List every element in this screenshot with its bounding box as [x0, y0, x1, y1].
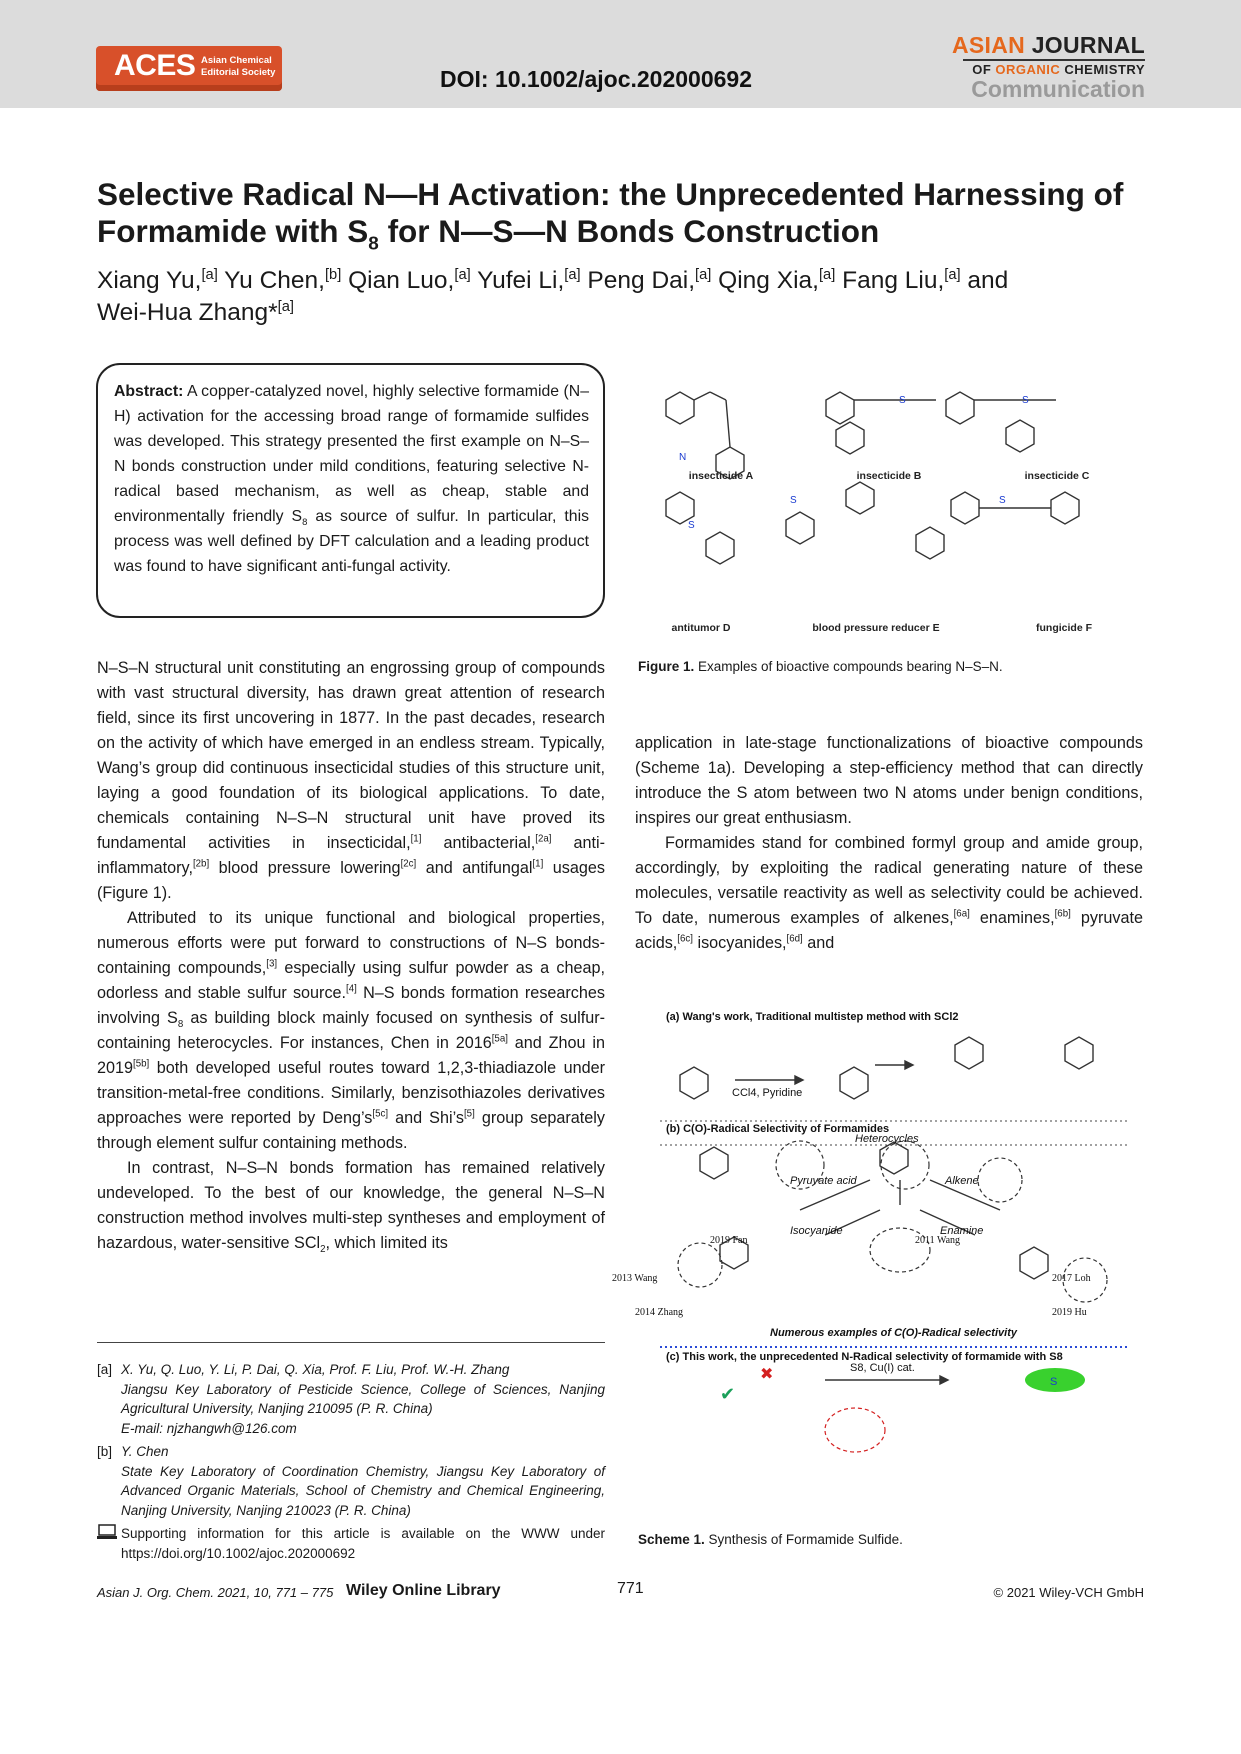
ref-2019-hu: 2019 Hu [1052, 1307, 1087, 1318]
figure-1-structures [636, 360, 1142, 640]
abstract-label: Abstract: [114, 383, 184, 400]
authors-line-2: Wei-Hua Zhang*[a] [97, 298, 295, 326]
aces-logo-subtitle: Asian Chemical Editorial Society [201, 55, 276, 78]
body-column-2 [635, 731, 1143, 956]
author-list [97, 265, 1157, 329]
label-insecticide-c: insecticide C [1024, 470, 1090, 482]
paragraph-5: Formamides stand for combined formyl group and amide group, accordingly, by exploiting the radical generating nature of these molecules, versatile reactivity as well as selectivity could be achieved. To date, numerous examples of alkenes,[6a] enamines,[6b] pyruvate acids,[6c] isocyanides,[6d] and [635, 834, 1144, 952]
footnote-b-names: Y. Chen [121, 1444, 169, 1459]
scheme-part-c-label: (c) This work, the unprecedented N-Radical selectivity of formamide with S8 [666, 1351, 1063, 1363]
footer-copyright: © 2021 Wiley-VCH GmbH [993, 1585, 1144, 1600]
svg-text:S: S [999, 495, 1006, 506]
aces-logo [96, 46, 282, 91]
footnote-rule [97, 1342, 605, 1343]
doi[interactable]: DOI: 10.1002/ajoc.202000692 [440, 66, 753, 92]
label-insecticide-b: insecticide B [856, 470, 922, 482]
ref-2019-fan: 2019 Fan [710, 1235, 748, 1246]
footnotes [97, 1360, 605, 1567]
ref-2017-loh: 2017 Loh [1052, 1273, 1091, 1284]
journal-title-of: OF [972, 62, 996, 77]
svg-text:N: N [679, 452, 687, 463]
scheme-1 [612, 1005, 1130, 1495]
authors-line-1: Xiang Yu,[a] Yu Chen,[b] Qian Luo,[a] Yufei Li,[a] Peng Dai,[a] Qing Xia,[a] Fang Liu,[a] and [97, 266, 1009, 294]
scheme-center-caption: Numerous examples of C(O)-Radical selectivity [770, 1327, 1017, 1339]
abstract-box [96, 363, 605, 618]
footnote-b: [b] Y. Chen State Key Laboratory of Coordination Chemistry, Jiangsu Key Laboratory of Advanced Organic Materials, School of Chemistry and Chemical Engineering, Nanjing University, Nanjing 210023 (P. R. China) [97, 1442, 605, 1520]
svg-text:✔: ✔ [720, 1384, 736, 1404]
article-title [97, 176, 1157, 255]
journal-title-organic: ORGANIC [995, 62, 1061, 77]
figure-1 [636, 360, 1142, 640]
footnote-b-affiliation: State Key Laboratory of Coordination Chemistry, Jiangsu Key Laboratory of Advanced Organic Materials, School of Chemistry and Chemical Engineering, Nanjing University, Nanjing 210023 (P. R. China) [121, 1463, 605, 1518]
label-antitumor-d: antitumor D [671, 622, 731, 634]
body-column-1 [97, 656, 605, 1256]
footnote-a-names: X. Yu, Q. Luo, Y. Li, P. Dai, Q. Xia, Prof. F. Liu, Prof. W.-H. Zhang [121, 1362, 510, 1377]
label-insecticide-a: insecticide A [688, 470, 754, 482]
footnote-a: [a] X. Yu, Q. Luo, Y. Li, P. Dai, Q. Xia, Prof. F. Liu, Prof. W.-H. Zhang Jiangsu Key Laboratory of Pesticide Science, College of Sciences, Nanjing Agricultural University, Nanjing 210095 (P. R. China) E-mail: njzhangwh@126.com [97, 1360, 605, 1438]
spoke-isocyanide: Isocyanide [790, 1225, 843, 1237]
title-line-1: Selective Radical N—H Activation: the Unprecedented Harnessing of [97, 176, 1124, 212]
scheme-part-a-label: (a) Wang's work, Traditional multistep method with SCl2 [666, 1011, 959, 1023]
journal-title [952, 32, 1145, 100]
label-blood-pressure-reducer-e: blood pressure reducer E [812, 622, 940, 634]
spoke-enamine: Enamine [940, 1225, 984, 1237]
aces-logo-text: ACES [114, 49, 196, 82]
figure-1-caption: Figure 1. Examples of bioactive compounds bearing N–S–N. [638, 659, 1003, 674]
computer-icon [97, 1524, 117, 1540]
spoke-pyruvate-acid: Pyruvate acid [790, 1175, 857, 1187]
svg-text:✖: ✖ [760, 1366, 774, 1383]
article-type: Communication [971, 76, 1145, 102]
journal-title-journal: JOURNAL [1031, 32, 1145, 58]
footnote-a-email[interactable]: E-mail: njzhangwh@126.com [121, 1420, 297, 1436]
scheme-1-caption: Scheme 1. Synthesis of Formamide Sulfide. [638, 1532, 903, 1547]
ref-2014-zhang: 2014 Zhang [635, 1307, 684, 1318]
spoke-heterocycles: Heterocycles [855, 1133, 919, 1145]
scheme-1-drawing [660, 1005, 1130, 1495]
ref-2011-wang: 2011 Wang [915, 1235, 961, 1246]
footer-library[interactable]: Wiley Online Library [346, 1582, 501, 1599]
journal-title-chemistry: CHEMISTRY [1060, 62, 1145, 77]
supporting-info-text[interactable]: Supporting information for this article is available on the WWW under https://doi.org/10.1002/ajoc.202000692 [121, 1526, 605, 1561]
svg-text:S: S [790, 495, 797, 506]
ref-2013-wang: 2013 Wang [612, 1273, 658, 1284]
reagents-c: S8, Cu(I) cat. [850, 1362, 915, 1374]
label-fungicide-f: fungicide F [1036, 622, 1092, 634]
paragraph-4: application in late-stage functionalizations of bioactive compounds (Scheme 1a). Developing a step-efficiency method that can directly introduce the S atom between two N atoms under benign conditions, inspires our great enthusiasm. [635, 734, 1143, 827]
abstract-text: A copper-catalyzed novel, highly selective formamide (N–H) activation for the accessing broad range of formamide sulfides was developed. This strategy presented the first example on N–S–N bonds construction under mild conditions, featuring selective N-radical based mechanism, as well as cheap, stable and environmentally friendly $S_8$ as source of sulfur. In particular, this process was well defined by DFT calculation and a leading product was found to have significant anti-fungal activity. [114, 383, 589, 575]
page-number: 771 [617, 1580, 644, 1597]
scheme-part-b-label: (b) C(O)-Radical Selectivity of Formamides [666, 1123, 890, 1135]
paragraph-2: Attributed to its unique functional and biological properties, numerous efforts were put forward to constructions of N–S bonds-containing compounds,[3] especially using sulfur powder as a cheap, odorless and stable sulfur source.[4] N–S bonds formation researches involving $S_8$ as building block mainly focused on synthesis of sulfur-containing heterocycles. For instances, Chen in 2016[5a] and Zhou in 2019[5b] both developed useful routes toward 1,2,3-thiadiazole under transition-metal-free conditions. Similarly, benzisothiazoles derivatives approaches were reported by Deng’s[5c] and Shi’s[5] group separately through element sulfur containing methods. [97, 909, 606, 1152]
svg-text:S: S [1050, 1376, 1058, 1388]
svg-text:S: S [1022, 395, 1029, 406]
supporting-info [97, 1524, 605, 1563]
reagents-a: CCl4, Pyridine [732, 1087, 803, 1099]
footer-journal: Asian J. Org. Chem. 2021, 10, 771 – 775 [97, 1585, 334, 1600]
paragraph-3: In contrast, N–S–N bonds formation has remained relatively undeveloped. To the best of our knowledge, the general N–S–N construction method involves multi-step syntheses and employment of hazardous, water-sensitive SCl$_2$, which limited its [97, 1159, 605, 1256]
footnote-a-affiliation: Jiangsu Key Laboratory of Pesticide Science, College of Sciences, Nanjing Agricultural University, Nanjing 210095 (P. R. China) [121, 1381, 605, 1416]
svg-text:S: S [688, 520, 695, 531]
title-line-2: Formamide with $S_8$ for N—S—N Bonds Construction [97, 213, 880, 255]
journal-title-asian: ASIAN [951, 32, 1032, 58]
paragraph-1: N–S–N structural unit constituting an engrossing group of compounds with vast structural diversity, has drawn great attention of research field, since its first uncovering in 1877. In the past decades, research on the activity of which have emerged in an endless stream. Typically, Wang’s group did continuous insecticidal studies of this structure unit, laying a good foundation of its biological applications. To date, chemicals containing N–S–N structural unit have proved its fundamental activities in insecticidal,[1] antibacterial,[2a] anti-inflammatory,[2b] blood pressure lowering[2c] and antifungal[1] usages (Figure 1). [97, 659, 606, 902]
spoke-alkene: Alkene [945, 1175, 979, 1187]
svg-text:S: S [899, 395, 906, 406]
